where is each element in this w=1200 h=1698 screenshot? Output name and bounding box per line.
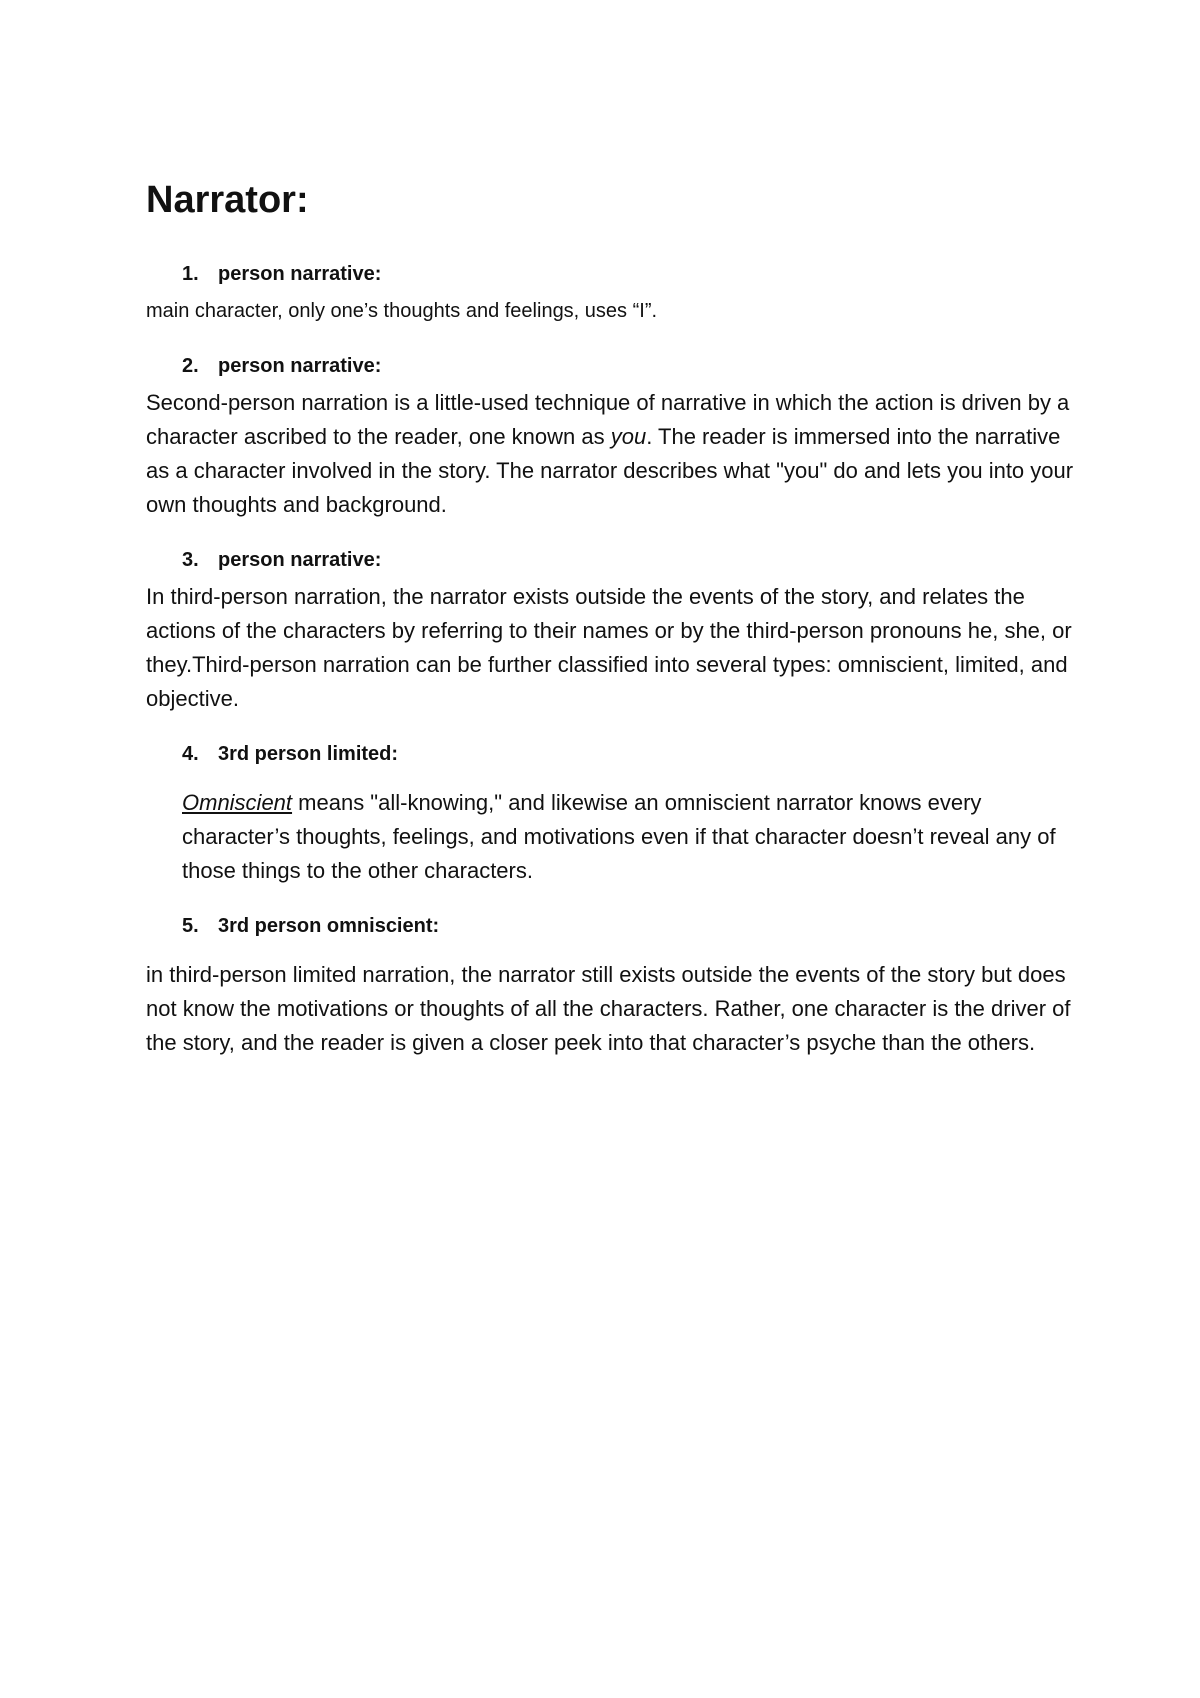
section-heading-text: person narrative: bbox=[218, 548, 382, 571]
section-heading bbox=[146, 740, 1076, 768]
section-3 bbox=[146, 546, 1076, 716]
section-heading-text: person narrative: bbox=[218, 354, 382, 377]
section-2 bbox=[146, 352, 1076, 522]
section-number: 5. bbox=[182, 914, 199, 937]
section-heading bbox=[146, 352, 1076, 380]
section-4 bbox=[146, 740, 1076, 888]
section-text: in third-person limited narration, the narrator still exists outside the events of the story but does not know the motivations or thoughts of all the characters. Rather, one character is the driver of the story, and the reader is given a closer peek into that character’s psyche than the others. bbox=[146, 961, 1071, 1055]
text-segment: . The reader is immersed into the narrative as a character involved in the story. The narrator describes what "you" do and lets you into your own thoughts and background. bbox=[146, 423, 1074, 517]
section-5 bbox=[146, 912, 1076, 1060]
text-segment: means "all-knowing," and likewise an omniscient narrator knows every character’s thoughts, feelings, and motivations even if that character doesn’t reveal any of those things to the other characters. bbox=[182, 789, 1056, 883]
defined-term: Omniscient bbox=[182, 789, 293, 815]
section-heading-text: person narrative: bbox=[218, 262, 382, 285]
section-number: 1. bbox=[182, 262, 199, 285]
section-heading bbox=[146, 260, 1076, 288]
section-heading-text: 3rd person omniscient: bbox=[218, 914, 440, 937]
section-text bbox=[146, 786, 1076, 888]
section-text: In third-person narration, the narrator exists outside the events of the story, and relates the actions of the characters by referring to their names or by the third-person pronouns he, she, or they.Third-person narration can be further classified into several types: omniscient, limited, and objective. bbox=[146, 583, 1072, 711]
section-number: 2. bbox=[182, 354, 199, 377]
section-heading bbox=[146, 912, 1076, 940]
document-page bbox=[146, 180, 1076, 1084]
section-heading bbox=[146, 546, 1076, 574]
section-text bbox=[146, 386, 1076, 522]
section-number: 3. bbox=[182, 548, 199, 571]
text-segment: Second-person narration is a little-used technique of narrative in which the action is driven by a character ascribed to the reader, one known as bbox=[146, 389, 1070, 449]
document-title: Narrator: bbox=[146, 179, 309, 221]
section-number: 4. bbox=[182, 742, 199, 765]
emphasized-word: you bbox=[610, 423, 647, 449]
section-text: main character, only one’s thoughts and feelings, uses “I”. bbox=[146, 299, 658, 322]
section-heading-text: 3rd person limited: bbox=[218, 742, 399, 765]
section-1 bbox=[146, 260, 1076, 328]
